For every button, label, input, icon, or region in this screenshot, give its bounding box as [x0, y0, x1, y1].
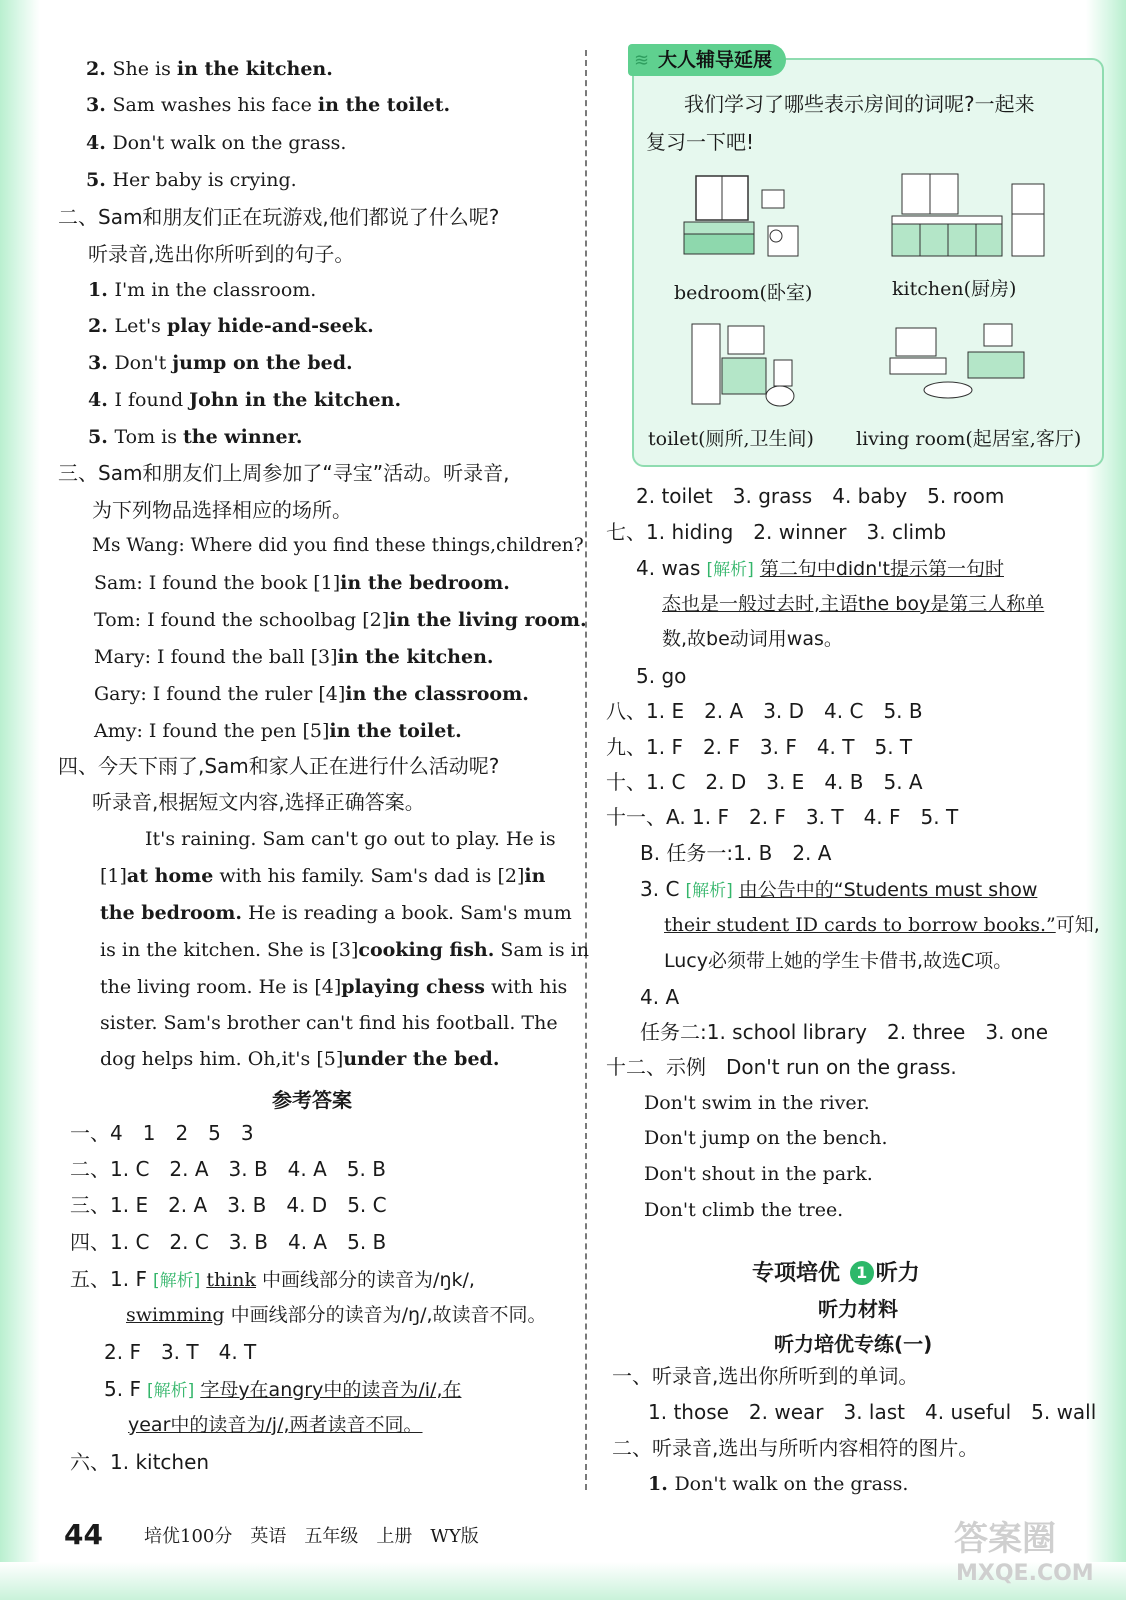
q2-item-1: 1. Don't walk on the grass.	[648, 1473, 909, 1495]
right-line-5: 八、1. E 2. A 3. D 4. C 5. B	[606, 699, 923, 723]
s3-question: Ms Wang: Where did you find these things,children?	[92, 535, 584, 556]
number-badge: 1	[850, 1261, 874, 1285]
passage-line-7: dog helps him. Oh,it's [5]under the bed.	[100, 1048, 500, 1070]
right-line-16: Don't shout in the park.	[644, 1163, 873, 1185]
page-number: 44	[64, 1518, 103, 1551]
right-line-2: 七、1. hiding 2. winner 3. climb	[606, 520, 947, 544]
right-line-6: 九、1. F 2. F 3. F 4. T 5. T	[606, 735, 913, 759]
bedroom-picture	[676, 170, 806, 266]
material-title: 听力材料	[818, 1297, 898, 1321]
room-label-bedroom: bedroom(卧室)	[674, 282, 813, 304]
svg-text:答案圈: 答案圈	[954, 1519, 1056, 1559]
answer-6: 六、1. kitchen	[70, 1450, 210, 1474]
s2-item-3: 3. Don't jump on the bed.	[88, 352, 353, 374]
q2-title: 二、听录音,选出与所听内容相符的图片。	[612, 1436, 979, 1460]
footer-text: 培优100分 英语 五年级 上册 WY版	[144, 1526, 479, 1547]
special-title: 专项培优 1 听力	[752, 1261, 920, 1286]
section-3-title-a: 三、Sam和朋友们上周参加了“寻宝”活动。听录音,	[58, 461, 510, 485]
watermark-logo	[948, 1508, 1108, 1588]
toilet-picture	[690, 318, 800, 418]
section-4-title-a: 四、今天下雨了,Sam和家人正在进行什么活动呢?	[58, 754, 500, 778]
right-line-9: B. 任务一:1. B 2. A	[640, 841, 832, 865]
right-line-1: 2. toilet 3. grass 4. baby 5. room	[636, 484, 1005, 508]
section-4-title-b: 听录音,根据短文内容,选择正确答案。	[92, 790, 425, 814]
q1-title: 一、听录音,选出你所听到的单词。	[612, 1364, 919, 1388]
section-2-title-a: 二、Sam和朋友们正在玩游戏,他们都说了什么呢?	[58, 205, 500, 229]
answer-2: 二、1. C 2. A 3. B 4. A 5. B	[70, 1157, 386, 1181]
right-line-11: 4. A	[640, 985, 680, 1009]
passage-line-6: sister. Sam's brother can't find his football. The	[100, 1012, 558, 1034]
answer-5-line-1: 五、1. F [解析] think 中画线部分的读音为/ŋk/,	[70, 1267, 475, 1291]
answers-title: 参考答案	[272, 1088, 352, 1112]
right-line-3c: 数,故be动词用was。	[662, 628, 843, 650]
kitchen-picture	[890, 170, 1050, 262]
helper-question-2: 复习一下吧!	[646, 130, 755, 154]
answer-4: 四、1. C 2. C 3. B 4. A 5. B	[70, 1230, 387, 1254]
right-line-14: Don't swim in the river.	[644, 1092, 870, 1114]
right-line-7: 十、1. C 2. D 3. E 4. B 5. A	[606, 770, 923, 794]
passage-line-1: It's raining. Sam can't go out to play. He is	[145, 828, 556, 850]
helper-title: 大人辅导延展	[628, 44, 786, 76]
s3-item-1: Sam: I found the book [1]in the bedroom.	[94, 572, 510, 594]
answer-5-line-2: swimming 中画线部分的读音为/ŋ/,故读音不同。	[126, 1304, 547, 1326]
passage-line-2: [1]at home with his family. Sam's dad is [2]in	[100, 865, 546, 887]
right-line-3: 4. was [解析] 第二句中didn't提示第一句时	[636, 556, 1004, 580]
passage-line-4: is in the kitchen. She is [3]cooking fish. Sam is in	[100, 939, 589, 961]
s3-item-2: Tom: I found the schoolbag [2]in the living room.	[94, 609, 587, 631]
right-line-13: 十二、示例 Don't run on the grass.	[606, 1055, 957, 1079]
right-line-3b: 态也是一般过去时,主语the boy是第三人称单	[662, 593, 1045, 615]
living-room-picture	[888, 318, 1028, 414]
room-label-toilet: toilet(厕所,卫生间)	[648, 428, 814, 450]
section-3-title-b: 为下列物品选择相应的场所。	[92, 498, 352, 522]
right-line-4: 5. go	[636, 664, 687, 688]
passage-line-3: the bedroom. He is reading a book. Sam's mum	[100, 902, 572, 924]
column-divider	[585, 50, 587, 1490]
s2-item-4: 4. I found John in the kitchen.	[88, 389, 402, 411]
right-line-12: 任务二:1. school library 2. three 3. one	[640, 1020, 1049, 1044]
section-2-title-b: 听录音,选出你所听到的句子。	[88, 242, 355, 266]
right-line-8: 十一、A. 1. F 2. F 3. T 4. F 5. T	[606, 805, 959, 829]
room-label-living-room: living room(起居室,客厅)	[856, 428, 1082, 450]
answer-5-5-line-2: year中的读音为/j/,两者读音不同。	[128, 1414, 423, 1436]
right-line-10c: Lucy必须带上她的学生卡借书,故选C项。	[664, 950, 1013, 972]
answer-5-5-line-1: 5. F [解析] 字母y在angry中的读音为/i/,在	[104, 1377, 462, 1401]
practice-title: 听力培优专练(一)	[774, 1332, 933, 1356]
left-line-1: 2. She is in the kitchen.	[86, 58, 333, 80]
s2-item-1: 1. I'm in the classroom.	[88, 279, 317, 301]
right-line-15: Don't jump on the bench.	[644, 1127, 888, 1149]
answer-3: 三、1. E 2. A 3. B 4. D 5. C	[70, 1193, 387, 1217]
svg-text:MXQE.COM: MXQE.COM	[956, 1561, 1094, 1586]
right-line-10b: their student ID cards to borrow books.”可知,	[664, 914, 1100, 936]
answer-5-mid: 2. F 3. T 4. T	[104, 1340, 257, 1364]
right-line-17: Don't climb the tree.	[644, 1199, 844, 1221]
s3-item-4: Gary: I found the ruler [4]in the classroom.	[94, 683, 529, 705]
wave-icon: ≋	[634, 50, 650, 71]
q1-answers: 1. those 2. wear 3. last 4. useful 5. wall	[648, 1400, 1097, 1424]
left-line-4: 5. Her baby is crying.	[86, 169, 297, 191]
s2-item-2: 2. Let's play hide-and-seek.	[88, 315, 374, 337]
s2-item-5: 5. Tom is the winner.	[88, 426, 303, 448]
helper-question-1: 我们学习了哪些表示房间的词呢?一起来	[684, 92, 1035, 116]
passage-line-5: the living room. He is [4]playing chess with his	[100, 976, 568, 998]
room-label-kitchen: kitchen(厨房)	[892, 278, 1017, 300]
s3-item-3: Mary: I found the ball [3]in the kitchen.	[94, 646, 494, 668]
answer-1: 一、4 1 2 5 3	[70, 1121, 254, 1145]
left-line-2: 3. Sam washes his face in the toilet.	[86, 94, 451, 116]
right-line-10: 3. C [解析] 由公告中的“Students must show	[640, 877, 1038, 901]
left-line-3: 4. Don't walk on the grass.	[86, 132, 347, 154]
s3-item-5: Amy: I found the pen [5]in the toilet.	[94, 720, 462, 742]
